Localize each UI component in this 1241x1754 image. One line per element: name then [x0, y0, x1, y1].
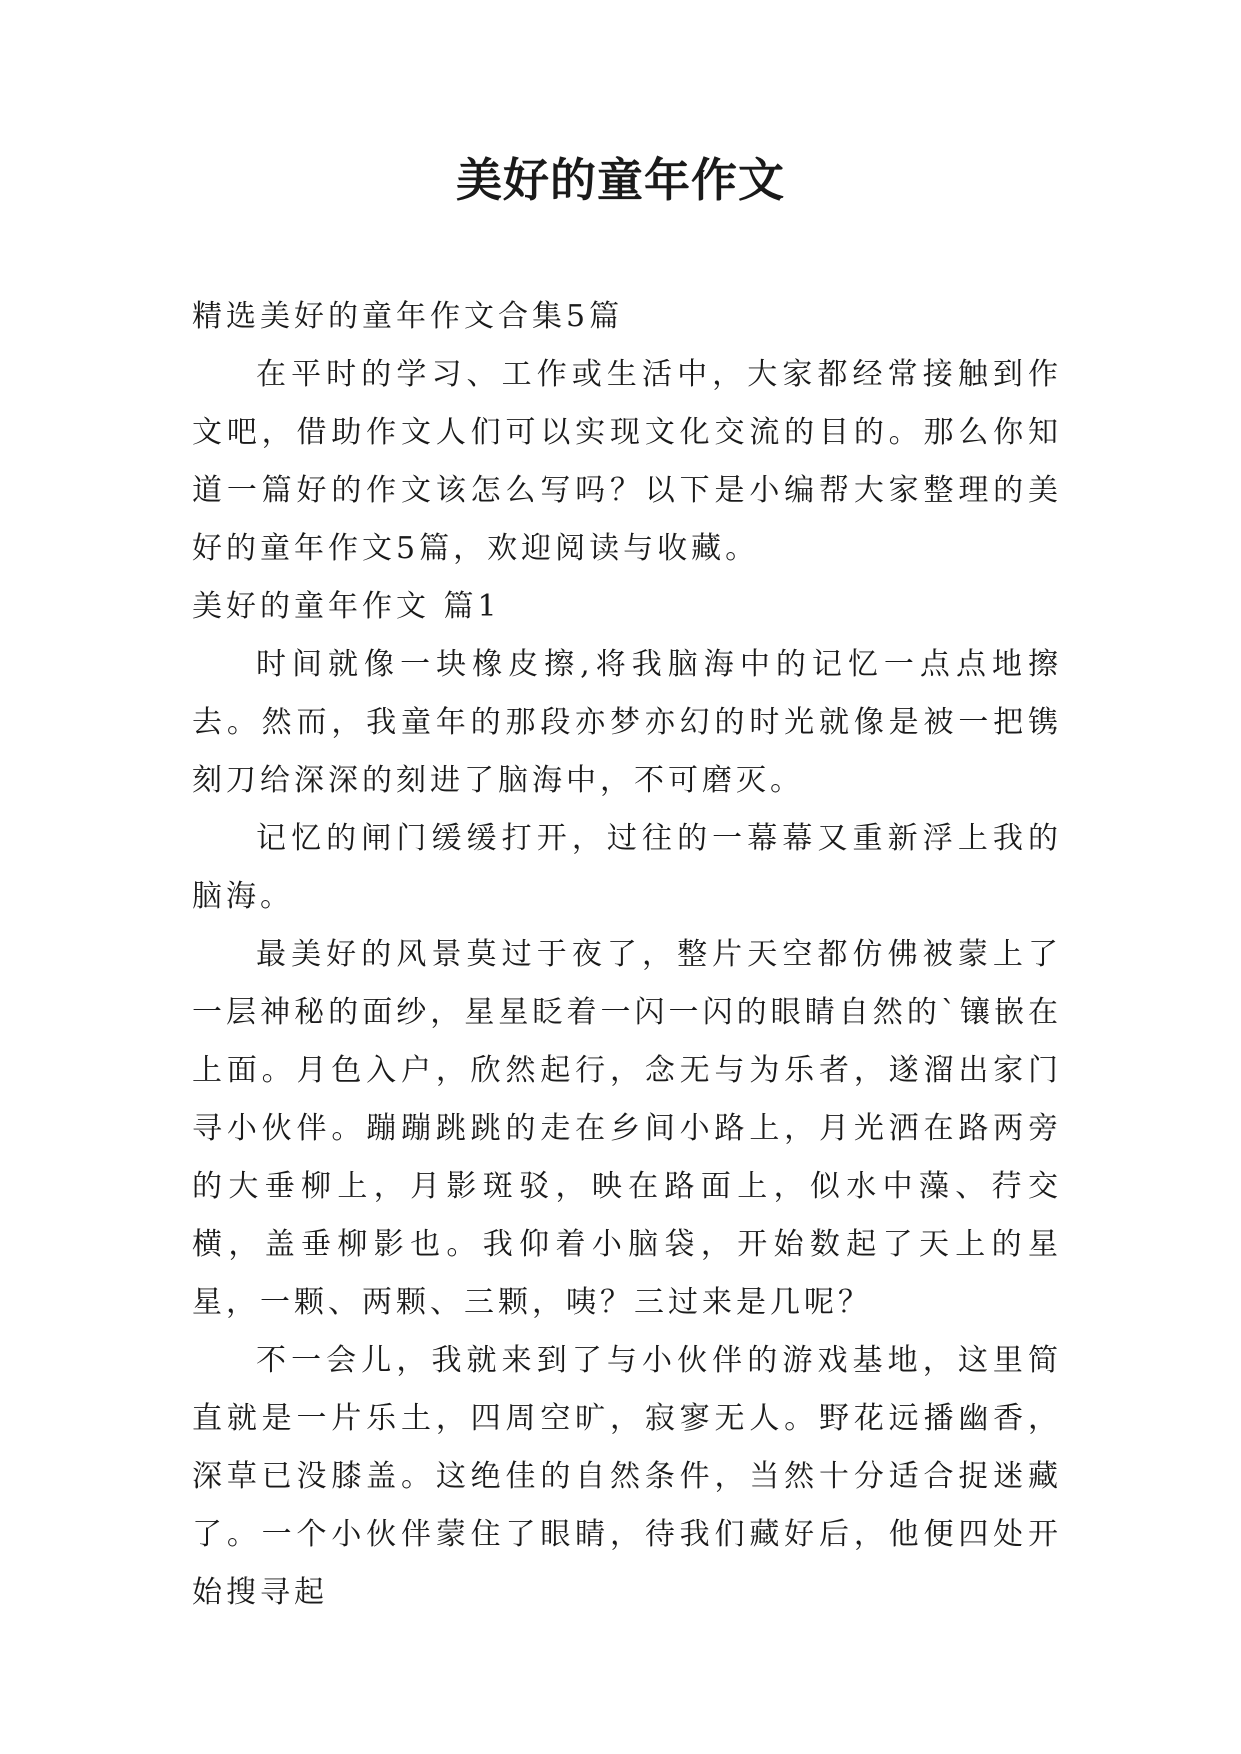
paragraph: 记忆的闸门缓缓打开，过往的一幕幕又重新浮上我的脑海。: [192, 821, 1062, 914]
paragraph: 最美好的风景莫过于夜了，整片天空都仿佛被蒙上了一层神秘的面纱，星星眨着一闪一闪的眼睛自然的`镶嵌在上面。月色入户，欣然起行，念无与为乐者，遂溜出家门寻小伙伴。蹦蹦跳跳的走在乡间小路上，月光洒在路两旁的大垂柳上，月影斑驳，映在路面上，似水中藻、荇交横，盖垂柳影也。我仰着小脑袋，开始数起了天上的星星，一颗、两颗、三颗，咦？三过来是几呢？: [192, 937, 1062, 1320]
paragraph: 不一会儿，我就来到了与小伙伴的游戏基地，这里简直就是一片乐土，四周空旷，寂寥无人。野花远播幽香，深草已没膝盖。这绝佳的自然条件，当然十分适合捉迷藏了。一个小伙伴蒙住了眼睛，待我们藏好后，他便四处开始搜寻起: [192, 1343, 1062, 1610]
document-subtitle: 精选美好的童年作文合集5篇: [192, 299, 624, 334]
document-title: 美好的童年作文: [456, 153, 785, 207]
section-heading: 美好的童年作文 篇1: [192, 589, 501, 624]
document-body: [192, 288, 1062, 1622]
paragraph-intro: 在平时的学习、工作或生活中，大家都经常接触到作文吧，借助作文人们可以实现文化交流的目的。那么你知道一篇好的作文该怎么写吗？以下是小编帮大家整理的美好的童年作文5篇，欢迎阅读与收藏。: [192, 357, 1062, 566]
paragraph: 时间就像一块橡皮擦,将我脑海中的记忆一点点地擦去。然而，我童年的那段亦梦亦幻的时光就像是被一把镌刻刀给深深的刻进了脑海中，不可磨灭。: [192, 647, 1062, 798]
